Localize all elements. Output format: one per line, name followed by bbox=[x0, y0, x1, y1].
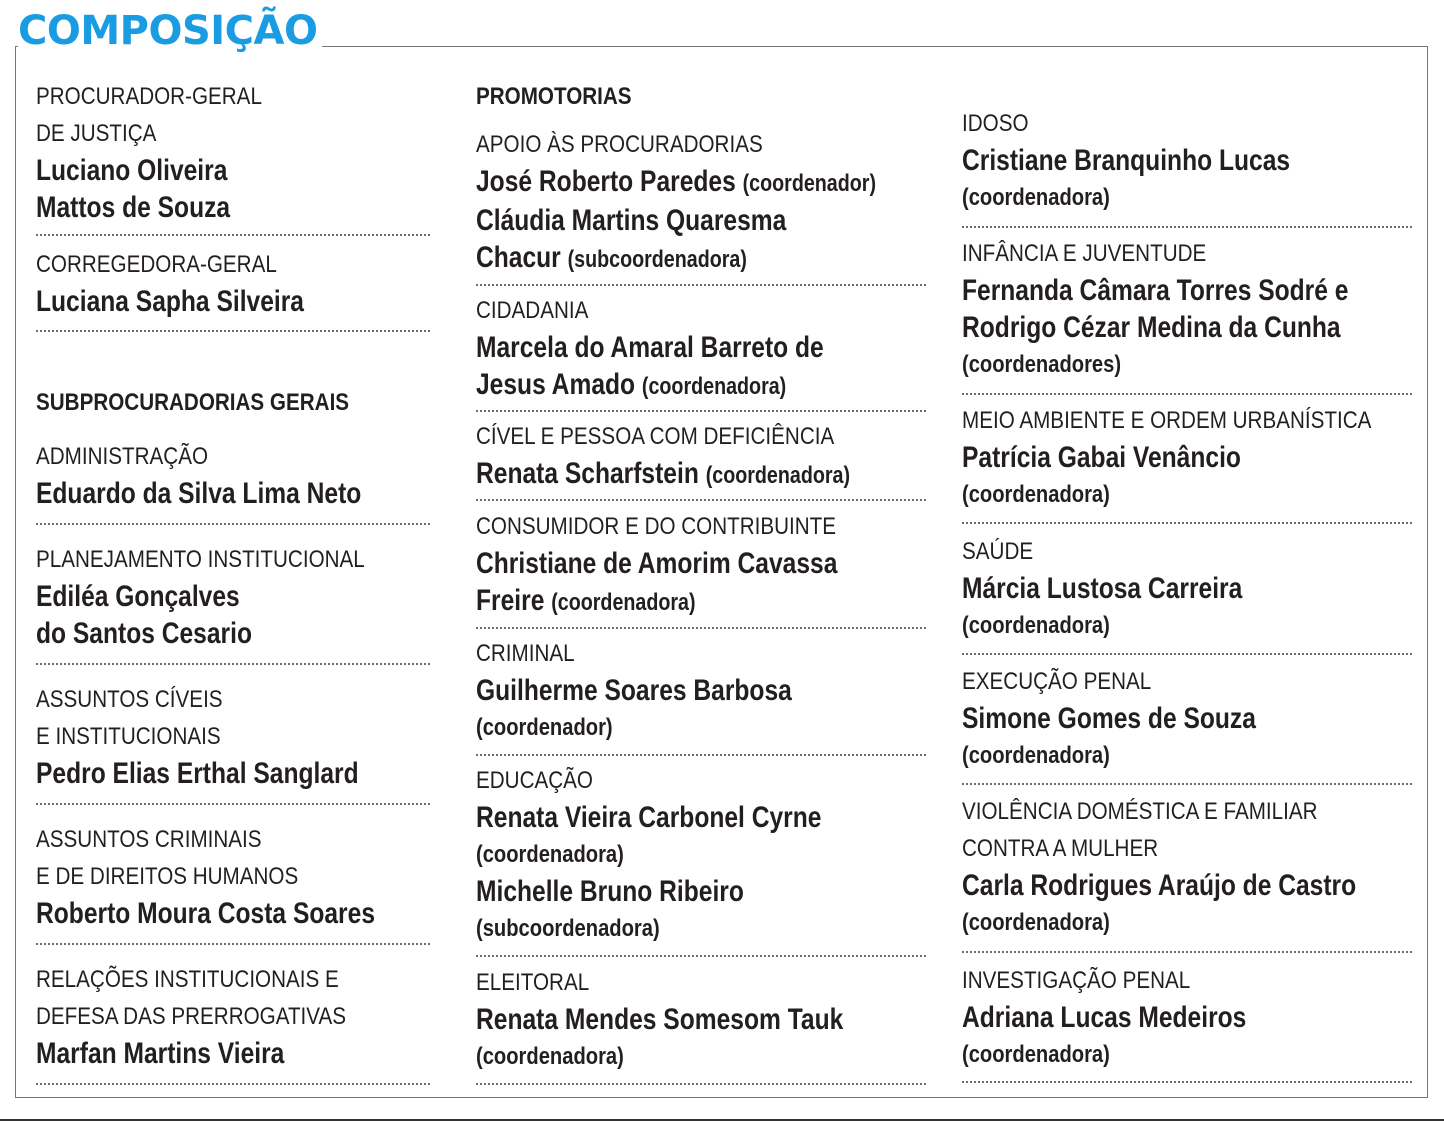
entry-apoio-procuradorias bbox=[476, 126, 926, 286]
entry-name: Simone Gomes de Souza bbox=[962, 702, 1256, 735]
entry-assuntos-criminais bbox=[36, 821, 430, 945]
entry-label: ELEITORAL bbox=[476, 969, 590, 996]
entry-name: do Santos Cesario bbox=[36, 617, 252, 650]
entry-name: Eduardo da Silva Lima Neto bbox=[36, 477, 362, 510]
entry-assuntos-civeis bbox=[36, 681, 430, 805]
person-name: Chacur bbox=[476, 241, 561, 274]
entry-eleitoral bbox=[476, 964, 926, 1085]
entry-label: ASSUNTOS CRIMINAIS bbox=[36, 826, 262, 853]
person-role: (coordenadora) bbox=[962, 742, 1110, 769]
person-role: (coordenador) bbox=[476, 714, 613, 741]
entry-cidadania bbox=[476, 292, 926, 412]
entry-name bbox=[476, 163, 877, 202]
entry-name: Marcela do Amaral Barreto de bbox=[476, 331, 824, 364]
entry-planejamento bbox=[36, 541, 430, 665]
person-name: Renata Scharfstein bbox=[476, 457, 699, 490]
entry-name: Cláudia Martins Quaresma bbox=[476, 204, 787, 237]
entry-label: DEFESA DAS PRERROGATIVAS bbox=[36, 1003, 347, 1030]
entry-label: DE JUSTIÇA bbox=[36, 120, 157, 147]
entry-label: CONTRA A MULHER bbox=[962, 835, 1159, 862]
entry-name: Rodrigo Cézar Medina da Cunha bbox=[962, 311, 1341, 344]
person-name: Freire bbox=[476, 584, 545, 617]
person-role: (coordenadora) bbox=[962, 909, 1110, 936]
entry-label: EXECUÇÃO PENAL bbox=[962, 668, 1152, 695]
entry-name: Renata Vieira Carbonel Cyrne bbox=[476, 801, 822, 834]
entry-name bbox=[476, 582, 845, 621]
entry-label: PLANEJAMENTO INSTITUCIONAL bbox=[36, 546, 365, 573]
entry-label: MEIO AMBIENTE E ORDEM URBANÍSTICA bbox=[962, 407, 1372, 434]
entry-name: Roberto Moura Costa Soares bbox=[36, 897, 376, 930]
entry-name: Guilherme Soares Barbosa bbox=[476, 674, 792, 707]
entry-name: Luciana Sapha Silveira bbox=[36, 285, 304, 318]
entry-relacoes-institucionais bbox=[36, 961, 430, 1085]
person-role: (coordenadora) bbox=[641, 373, 787, 400]
entry-meio-ambiente bbox=[962, 402, 1412, 524]
entry-procurador-geral bbox=[36, 78, 430, 236]
entry-name bbox=[476, 239, 845, 278]
entry-label: INVESTIGAÇÃO PENAL bbox=[962, 967, 1191, 994]
entry-name: Adriana Lucas Medeiros bbox=[962, 1001, 1247, 1034]
entry-idoso bbox=[962, 105, 1412, 228]
person-role: (coordenadora) bbox=[476, 1043, 624, 1070]
entry-name: Carla Rodrigues Araújo de Castro bbox=[962, 869, 1357, 902]
entry-name: Márcia Lustosa Carreira bbox=[962, 572, 1243, 605]
person-role: (coordenadora) bbox=[551, 589, 696, 616]
entry-label: EDUCAÇÃO bbox=[476, 767, 593, 794]
entry-name: Cristiane Branquinho Lucas bbox=[962, 144, 1291, 177]
entry-label: CONSUMIDOR E DO CONTRIBUINTE bbox=[476, 513, 837, 540]
entry-administracao bbox=[36, 438, 430, 525]
section-heading-promotorias: PROMOTORIAS bbox=[476, 83, 632, 110]
entry-name: Marfan Martins Vieira bbox=[36, 1037, 285, 1070]
person-role: (coordenadora) bbox=[962, 481, 1110, 508]
entry-label: SAÚDE bbox=[962, 538, 1034, 565]
entry-name bbox=[476, 455, 851, 494]
entry-label: CÍVEL E PESSOA COM DEFICIÊNCIA bbox=[476, 423, 835, 450]
entry-label: INFÂNCIA E JUVENTUDE bbox=[962, 240, 1207, 267]
entry-label: E DE DIREITOS HUMANOS bbox=[36, 863, 299, 890]
entry-label: IDOSO bbox=[962, 110, 1029, 137]
person-name: Jesus Amado bbox=[476, 368, 636, 401]
person-role: (subcoordenadora) bbox=[567, 246, 747, 273]
entry-name bbox=[476, 366, 845, 405]
entry-name: Luciano Oliveira bbox=[36, 154, 228, 187]
entry-name: Pedro Elias Erthal Sanglard bbox=[36, 757, 359, 790]
entry-label: CORREGEDORA-GERAL bbox=[36, 251, 277, 278]
entry-name: Mattos de Souza bbox=[36, 191, 231, 224]
entry-label: ASSUNTOS CÍVEIS bbox=[36, 686, 223, 713]
person-role: (subcoordenadora) bbox=[476, 915, 660, 942]
entry-label: VIOLÊNCIA DOMÉSTICA E FAMILIAR bbox=[962, 798, 1318, 825]
entry-criminal bbox=[476, 635, 926, 756]
entry-name: Renata Mendes Somesom Tauk bbox=[476, 1003, 844, 1036]
entry-label: ADMINISTRAÇÃO bbox=[36, 443, 209, 470]
person-role: (coordenadora) bbox=[962, 612, 1110, 639]
section-heading-subprocuradorias: SUBPROCURADORIAS GERAIS bbox=[36, 389, 350, 416]
person-role: (coordenadores) bbox=[962, 351, 1122, 378]
entry-label: E INSTITUCIONAIS bbox=[36, 723, 221, 750]
entry-consumidor bbox=[476, 508, 926, 629]
entry-civel-deficiencia bbox=[476, 418, 926, 501]
entry-label: APOIO ÀS PROCURADORIAS bbox=[476, 131, 763, 158]
entry-label: PROCURADOR-GERAL bbox=[36, 83, 262, 110]
entry-infancia-juventude bbox=[962, 235, 1412, 395]
entry-educacao bbox=[476, 762, 926, 957]
entry-execucao-penal bbox=[962, 663, 1412, 785]
person-role: (coordenadora) bbox=[962, 1041, 1110, 1068]
entry-name: Patrícia Gabai Venâncio bbox=[962, 441, 1241, 474]
entry-name: Fernanda Câmara Torres Sodré e bbox=[962, 274, 1349, 307]
person-role: (coordenadora) bbox=[962, 184, 1110, 211]
entry-label: CIDADANIA bbox=[476, 297, 589, 324]
entry-investigacao-penal bbox=[962, 962, 1412, 1083]
entry-corregedora-geral bbox=[36, 246, 430, 332]
person-role: (coordenadora) bbox=[705, 462, 851, 489]
person-role: (coordenador) bbox=[742, 170, 877, 197]
entry-label: RELAÇÕES INSTITUCIONAIS E bbox=[36, 966, 339, 993]
person-name: José Roberto Paredes bbox=[476, 165, 736, 198]
entry-name: Michelle Bruno Ribeiro bbox=[476, 875, 744, 908]
entry-name: Ediléa Gonçalves bbox=[36, 580, 240, 613]
entry-name: Christiane de Amorim Cavassa bbox=[476, 547, 838, 580]
entry-violencia-domestica bbox=[962, 793, 1412, 953]
entry-label: CRIMINAL bbox=[476, 640, 575, 667]
bottom-rule bbox=[0, 1119, 1444, 1121]
page-title: COMPOSIÇÃO bbox=[18, 6, 322, 56]
entry-saude bbox=[962, 533, 1412, 655]
person-role: (coordenadora) bbox=[476, 841, 624, 868]
